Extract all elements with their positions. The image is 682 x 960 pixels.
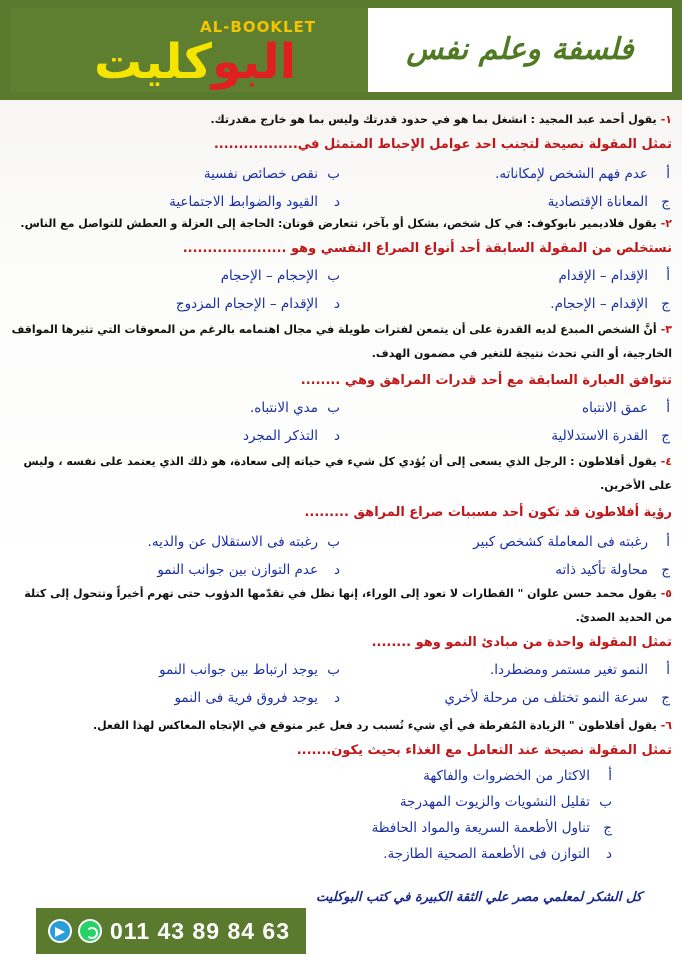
option-letter: د	[333, 562, 340, 578]
option-text: يوجد ارتباط بين جوانب النمو	[159, 662, 318, 678]
question-number: ٦-	[660, 719, 672, 732]
option-text: تقليل النشويات والزيوت المهدرجة	[399, 794, 590, 810]
option-c	[10, 816, 672, 840]
question-prompt: رؤية أفلاطون قد تكون أحد مسببات صراع المراهق .........	[304, 505, 672, 520]
telegram-icon[interactable]	[48, 919, 72, 943]
logo-arabic	[30, 30, 360, 94]
option-letter: أ	[666, 534, 670, 550]
option-letter: ب	[327, 662, 340, 678]
option-text: التوازن فى الأطعمة الصحية الطازجة.	[383, 846, 590, 862]
option-a	[340, 530, 670, 554]
question-body: يقول أفلاطون " الزيادة المُفرطة في أي شيء تُسبب رد فعل غير متوقع في الإتجاه المعاكس لهذا الفعل.	[92, 719, 657, 732]
option-letter: ج	[661, 428, 670, 444]
option-text: عدم التوازن بين جوانب النمو	[157, 562, 318, 578]
header-band	[0, 0, 682, 100]
option-letter: ب	[327, 268, 340, 284]
option-text: سرعة النمو تختلف من مرحلة لأخري	[444, 690, 648, 706]
option-text: رغبته فى الاستقلال عن والديه.	[147, 534, 318, 550]
question-number: ٥-	[660, 587, 672, 600]
question-number: ٢-	[660, 217, 672, 230]
question-text	[10, 450, 672, 498]
option-a	[340, 162, 670, 186]
phone-number[interactable]: 011 43 89 84 63	[110, 918, 290, 944]
question-prompt: نستخلص من المقولة السابقة أحد أنواع الصراع النفسي وهو .....................	[182, 241, 672, 256]
option-c	[340, 558, 670, 582]
option-letter: ب	[327, 400, 340, 416]
option-text: الاكثار من الخضروات والفاكهة	[423, 768, 590, 784]
option-letter: ب	[599, 794, 612, 810]
option-text: الإقدام – الإحجام.	[550, 296, 648, 312]
thanks-line: كل الشكر لمعلمي مصر علي الثقة الكبيرة في كتب البوكليت	[316, 890, 642, 905]
option-letter: ج	[661, 562, 670, 578]
option-text: الإقدام – الإقدام	[558, 268, 648, 284]
option-d	[10, 424, 340, 448]
question-prompt: تتوافق العبارة السابقة مع أحد قدرات المراهق وهي ........	[300, 373, 672, 388]
option-letter: أ	[666, 400, 670, 416]
question-number: ٣-	[660, 323, 672, 336]
question-body: يقول أفلاطون : الرجل الذي يسعى إلى أن يُؤدي كل شيء في حياته إلى سعادة، هو ذلك الذي يعتمد على نفسه ، وليس على الأخرين.	[23, 455, 672, 492]
option-letter: د	[605, 846, 612, 862]
option-text: عمق الانتباه	[582, 400, 648, 416]
question-number: ٤-	[660, 455, 672, 468]
option-text: رغبته فى المعاملة كشخص كبير	[473, 534, 648, 550]
option-d	[10, 292, 340, 316]
option-text: يوجد فروق فرية فى النمو	[174, 690, 318, 706]
option-text: عدم فهم الشخص لإمكاناته.	[495, 166, 648, 182]
option-letter: أ	[608, 768, 612, 784]
option-text: الإحجام – الإحجام	[220, 268, 318, 284]
question-body: يقول محمد حسن علوان " القطارات لا تعود إلى الوراء، إنها تظل في تقدّمها الدؤوب حتى تهرم أخيراً وتتحول إلى كتلة من الحديد الصدئ.	[24, 587, 672, 624]
option-c	[340, 424, 670, 448]
option-c	[340, 292, 670, 316]
option-b	[10, 162, 340, 186]
option-letter: د	[333, 690, 340, 706]
option-b	[10, 790, 672, 814]
option-d	[10, 842, 672, 866]
option-b	[10, 396, 340, 420]
question-text	[10, 212, 672, 236]
option-text: التذكر المجرد	[242, 428, 318, 444]
option-letter: أ	[666, 166, 670, 182]
option-a	[340, 658, 670, 682]
option-c	[340, 190, 670, 214]
option-letter: د	[333, 428, 340, 444]
option-letter: د	[333, 194, 340, 210]
contact-box	[36, 908, 306, 954]
option-b	[10, 658, 340, 682]
question-text	[10, 318, 672, 366]
logo-latin-text: AL-BOOKLET	[200, 18, 316, 36]
question-body: يقول أحمد عبد المجيد : انشغل بما هو في حدود قدرتك وليس بما هو خارج مقدرتك.	[210, 113, 657, 126]
option-a	[10, 764, 672, 788]
option-text: الإقدام – الإحجام المزدوج	[175, 296, 318, 312]
whatsapp-icon[interactable]	[78, 919, 102, 943]
option-c	[340, 686, 670, 710]
option-text: تناول الأطعمة السريعة والمواد الحافظة	[371, 820, 590, 836]
option-letter: ج	[603, 820, 612, 836]
option-text: محاولة تأكيد ذاته	[555, 562, 648, 578]
option-text: مدي الانتباه.	[249, 400, 318, 416]
option-text: القيود والضوابط الاجتماعية	[169, 194, 318, 210]
option-letter: أ	[666, 662, 670, 678]
question-prompt: تمثل المقولة نصيحة عند التعامل مع الغذاء بحيث يكون.......	[296, 743, 672, 758]
option-letter: د	[333, 296, 340, 312]
option-d	[10, 558, 340, 582]
option-d	[10, 686, 340, 710]
option-letter: ب	[327, 534, 340, 550]
option-letter: ج	[661, 296, 670, 312]
option-text: النمو تغير مستمر ومضطردا.	[489, 662, 648, 678]
option-text: المعاناة الإقتصادية	[547, 194, 648, 210]
option-letter: ج	[661, 690, 670, 706]
question-prompt: تمثل المقولة واحدة من مبادئ النمو وهو ........	[371, 635, 672, 650]
option-a	[340, 396, 670, 420]
option-b	[10, 264, 340, 288]
option-letter: ج	[661, 194, 670, 210]
logo-arabic-part2: كليت	[93, 34, 212, 90]
question-body: يقول فلاديمير نابوكوف: في كل شخص، بشكل أو بآخر، تتعارض قوتان: الحاجة إلى العزلة و العطش للتواصل مع الناس.	[20, 217, 657, 230]
question-prompt: تمثل المقولة نصيحة لتجنب احد عوامل الإحباط المتمثل في.................	[213, 137, 672, 152]
logo-arabic-part1: البو	[211, 34, 297, 90]
subject-title: فلسفة وعلم نفس	[406, 32, 634, 67]
question-text	[10, 108, 672, 132]
logo-panel	[10, 8, 368, 92]
title-panel	[368, 8, 672, 92]
option-a	[340, 264, 670, 288]
option-text: القدرة الاستدلالية	[551, 428, 648, 444]
question-text	[10, 714, 672, 738]
question-text	[10, 582, 672, 630]
option-b	[10, 530, 340, 554]
question-body: أنَّ الشخص المبدع لديه القدرة على أن يتمعن لفترات طويلة في مجال اهتمامه بالرغم من المعوقات التي تثيرها المواقف الخارجية، أو التي تحدث نتيجة للتغير في مضمون الهدف.	[11, 323, 672, 360]
option-letter: ب	[327, 166, 340, 182]
question-number: ١-	[660, 113, 672, 126]
option-letter: أ	[666, 268, 670, 284]
option-d	[10, 190, 340, 214]
option-text: نقص خصائص نفسية	[203, 166, 318, 182]
